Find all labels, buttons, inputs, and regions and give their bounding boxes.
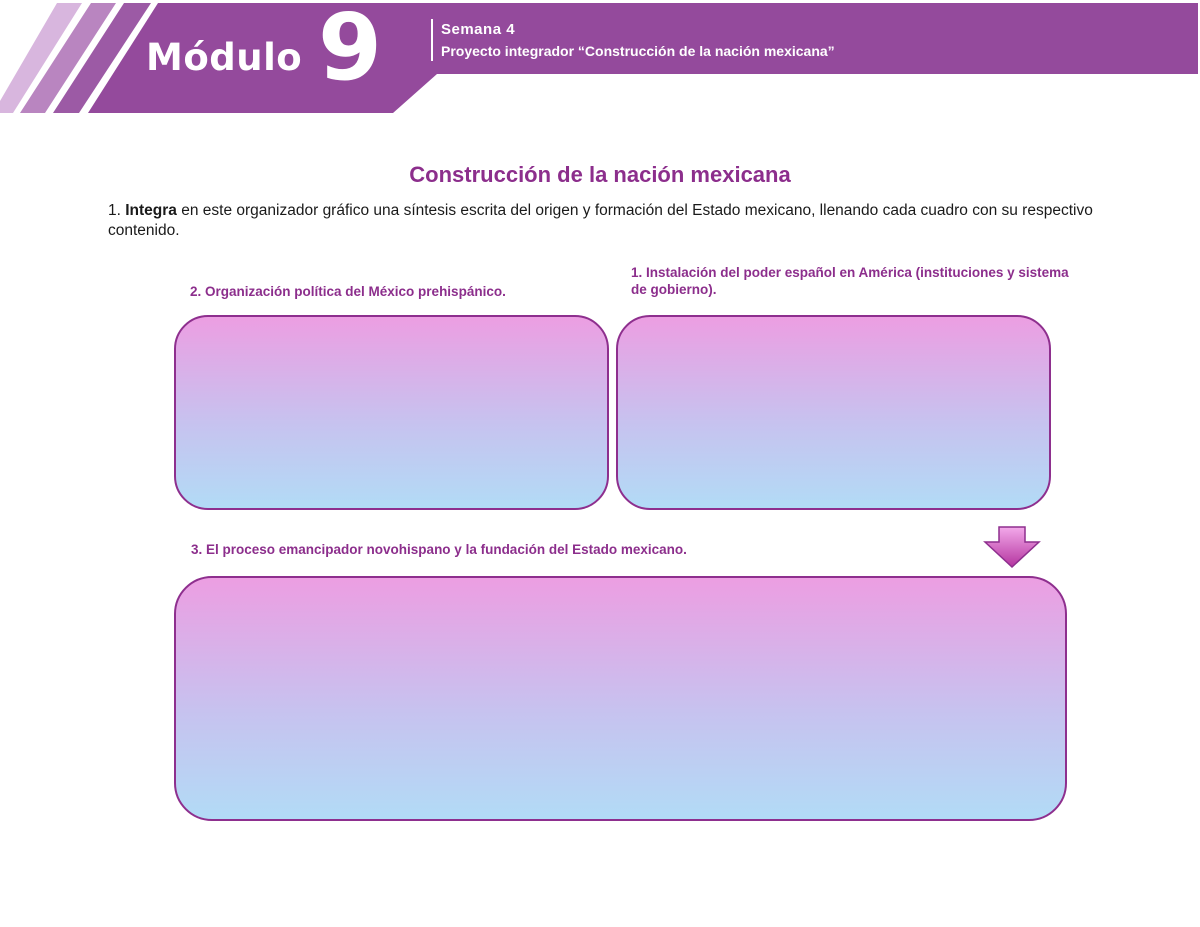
instruction-body: en este organizador gráfico una síntesis escrita del origen y formación del Estado mexicano, llenando cada cuadro con su respectivo contenido. (108, 202, 1093, 239)
week-label: Semana 4 (441, 21, 516, 38)
project-title: Proyecto integrador “Construcción de la nación mexicana” (441, 43, 835, 59)
module-number: 9 (318, 0, 383, 101)
instruction-number: 1. (108, 202, 121, 219)
organizer-box-prehispanic[interactable] (174, 315, 609, 510)
module-label: Módulo (146, 36, 303, 79)
organizer-box-spanish-power[interactable] (616, 315, 1051, 510)
header-divider (431, 19, 433, 61)
box-label-spanish-power: 1. Instalación del poder español en América (instituciones y sistema de gobierno). (631, 265, 1069, 297)
down-arrow-icon (982, 525, 1042, 569)
page-title: Construcción de la nación mexicana (409, 162, 791, 187)
box-label-emancipation: 3. El proceso emancipador novohispano y la fundación del Estado mexicano. (191, 542, 687, 557)
box-label-prehispanic: 2. Organización política del México prehispánico. (190, 284, 506, 299)
organizer-box-emancipation[interactable] (174, 576, 1067, 821)
instruction-verb: Integra (125, 202, 177, 219)
instruction-text (108, 201, 1108, 241)
